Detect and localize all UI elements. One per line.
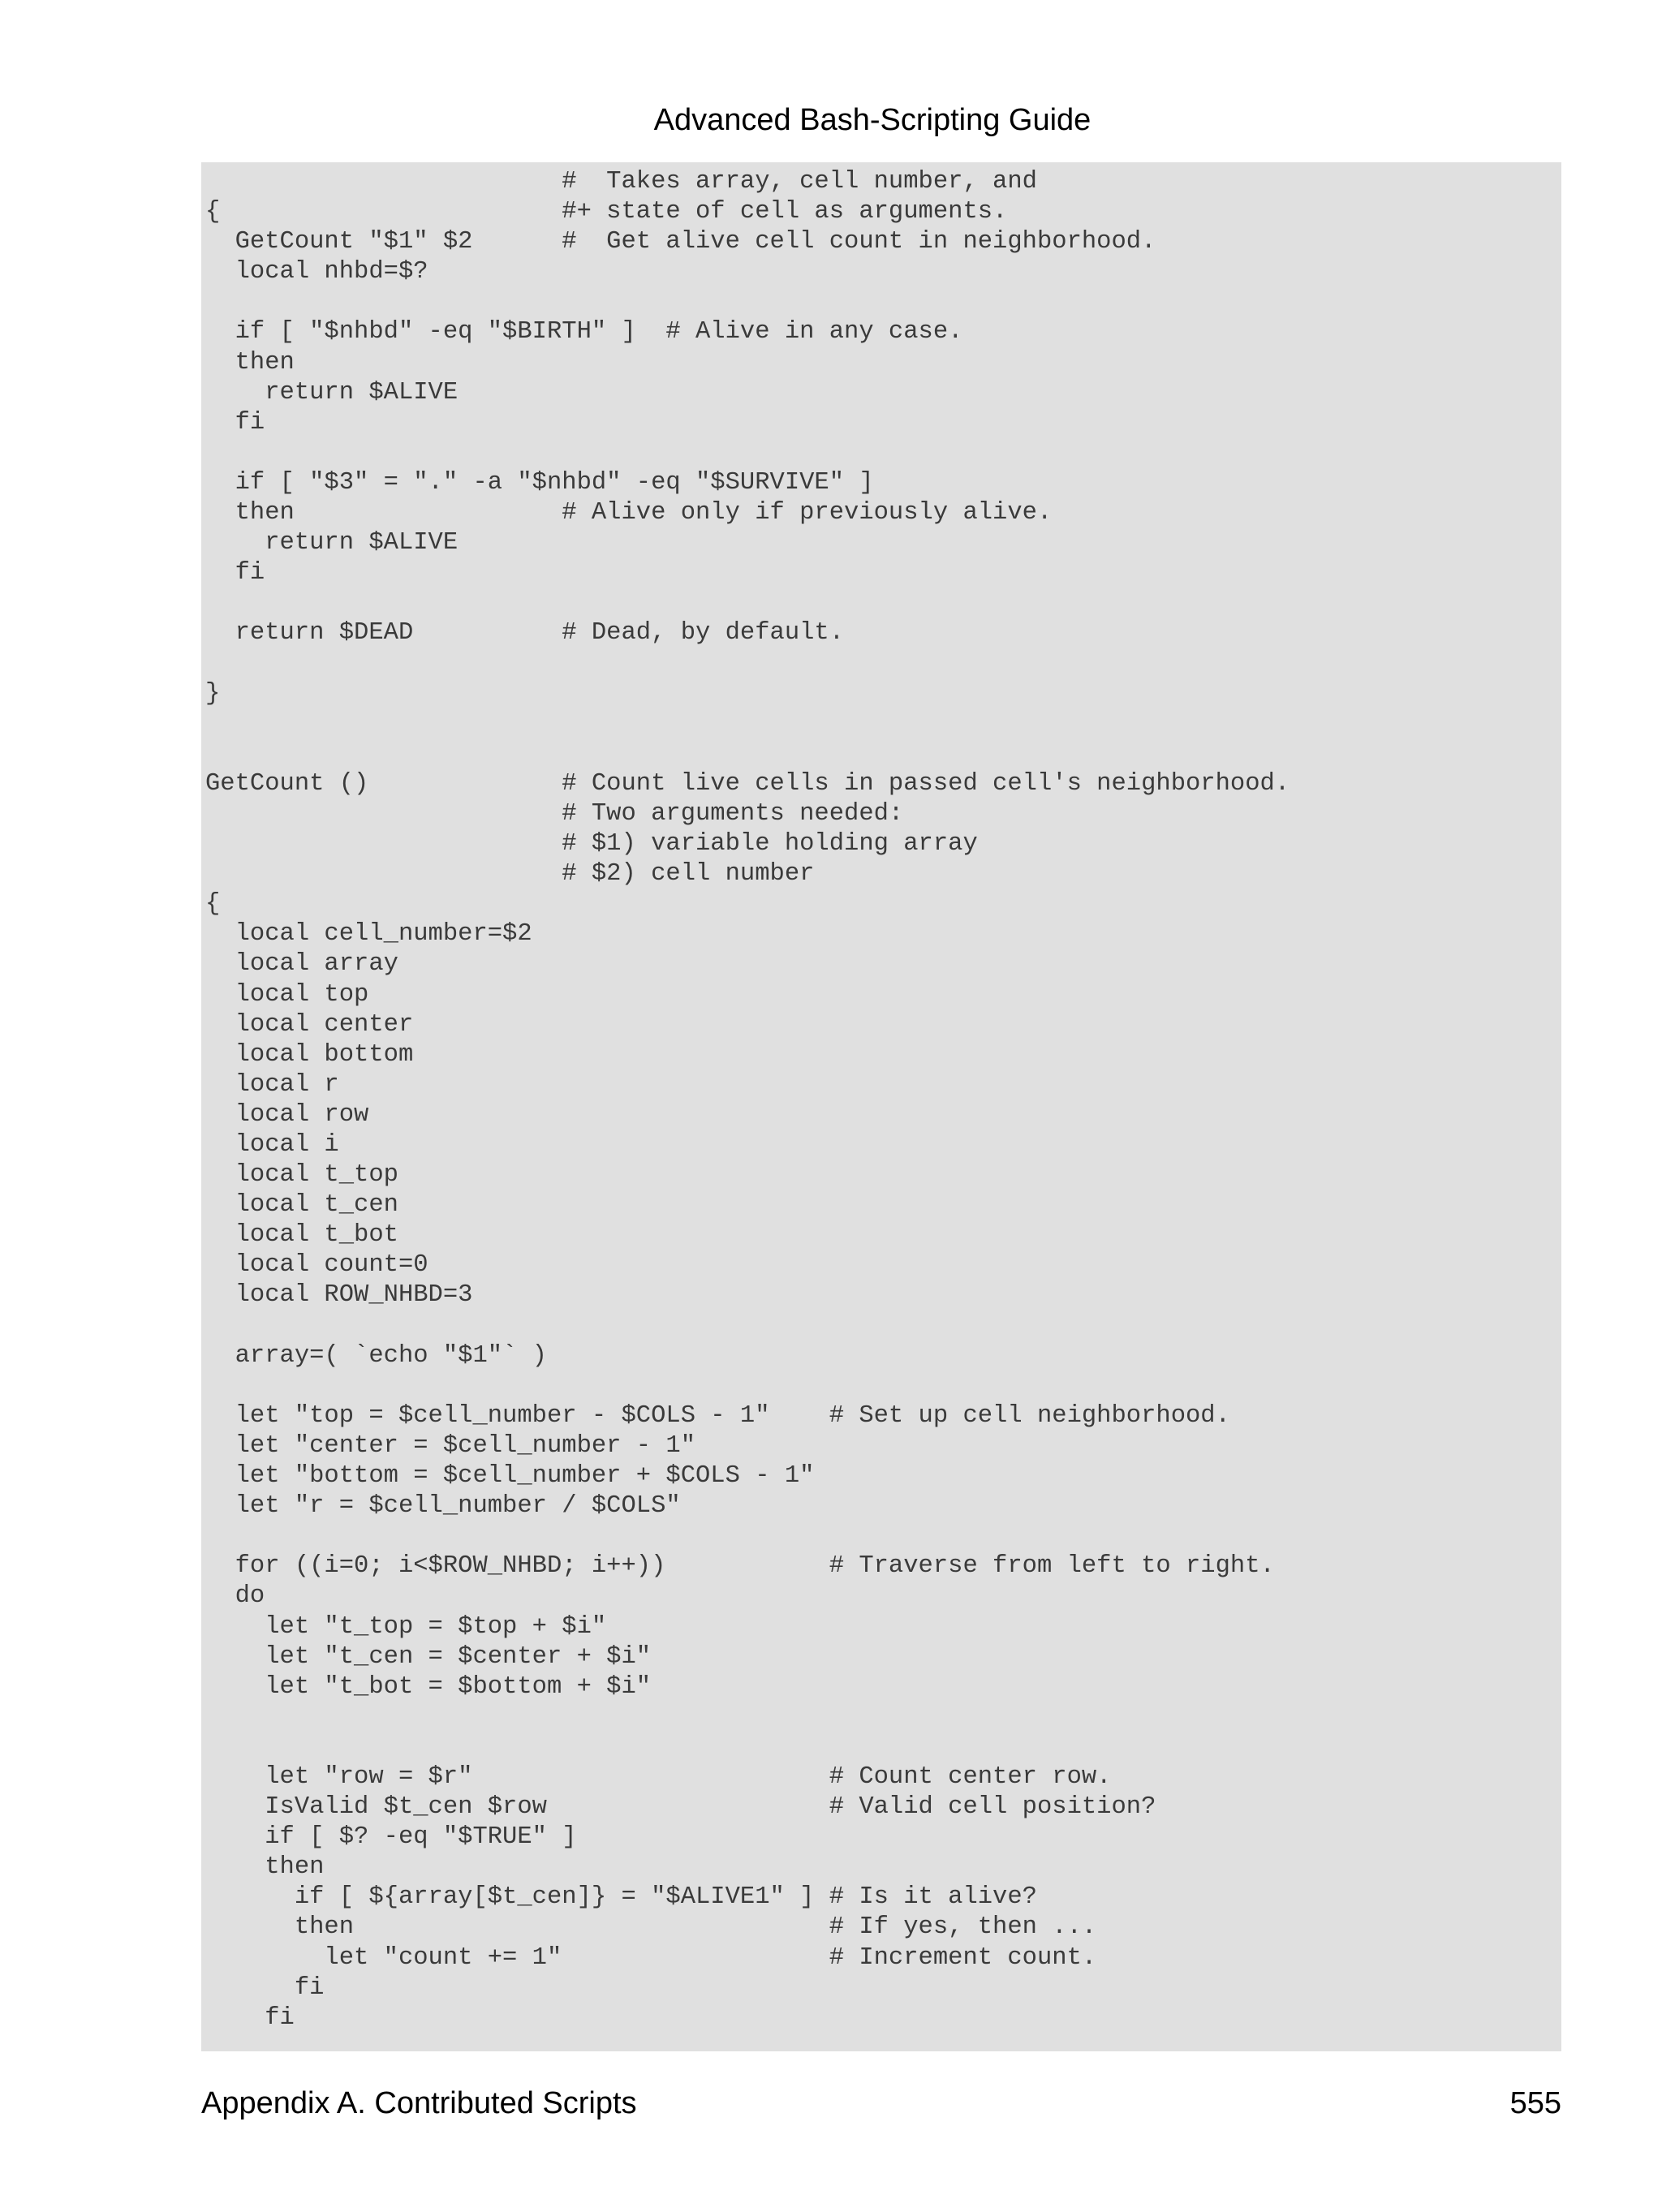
code-line: if [ "$3" = "." -a "$nhbd" -eq "$SURVIVE" ]	[205, 468, 874, 497]
code-line	[205, 1311, 1290, 1341]
code-line: local top	[205, 980, 369, 1009]
code-line: let "r = $cell_number / $COLS"	[205, 1492, 681, 1521]
code-line	[205, 1371, 1290, 1401]
code-line: then	[205, 1853, 325, 1882]
code-line: local array	[205, 950, 398, 979]
page-header: Advanced Bash-Scripting Guide	[653, 103, 1091, 137]
code-line: local count=0	[205, 1251, 428, 1280]
code-line: return $DEAD # Dead, by default.	[205, 619, 845, 648]
code-line: let "t_cen = $center + $i"	[205, 1642, 652, 1671]
code-line: return $ALIVE	[205, 378, 459, 407]
code-line: return $ALIVE	[205, 529, 459, 557]
code-line: # Two arguments needed:	[205, 799, 904, 828]
code-line: then	[205, 348, 295, 377]
code-line: let "center = $cell_number - 1"	[205, 1431, 695, 1460]
code-line: IsValid $t_cen $row # Valid cell position?	[205, 1793, 1156, 1822]
code-line: local ROW_NHBD=3	[205, 1281, 473, 1310]
code-line: fi	[205, 2003, 295, 2032]
code-line: local nhbd=$?	[205, 258, 428, 286]
code-line: if [ $? -eq "$TRUE" ]	[205, 1823, 577, 1852]
code-line	[205, 588, 1290, 618]
code-line: local center	[205, 1010, 414, 1039]
code-line: let "top = $cell_number - $COLS - 1" # Set up cell neighborhood.	[205, 1401, 1230, 1430]
code-line: let "row = $r" # Count center row.	[205, 1762, 1112, 1791]
code-line: let "t_top = $top + $i"	[205, 1612, 607, 1641]
code-line: for ((i=0; i<$ROW_NHBD; i++)) # Traverse from left to right.	[205, 1552, 1275, 1581]
code-line: do	[205, 1582, 265, 1611]
code-line: # Takes array, cell number, and	[205, 168, 1037, 196]
code-line	[205, 739, 1290, 769]
code-line: if [ "$nhbd" -eq "$BIRTH" ] # Alive in any case.	[205, 318, 963, 346]
code-line: local bottom	[205, 1040, 414, 1069]
code-line: local r	[205, 1070, 339, 1099]
code-line: local cell_number=$2	[205, 920, 532, 949]
code-line: local row	[205, 1100, 369, 1129]
code-line: local t_bot	[205, 1221, 398, 1250]
code-line: {	[205, 890, 221, 919]
code-line: array=( `echo "$1"` )	[205, 1341, 547, 1370]
code-line: GetCount "$1" $2 # Get alive cell count in neighborhood.	[205, 228, 1156, 256]
code-line	[205, 1521, 1290, 1551]
code-line	[205, 1732, 1290, 1762]
code-line: then # If yes, then ...	[205, 1913, 1097, 1942]
code-line: # $2) cell number	[205, 860, 815, 889]
code-line: # $1) variable holding array	[205, 830, 978, 859]
code-line: fi	[205, 1973, 325, 2002]
code-line: let "count += 1" # Increment count.	[205, 1943, 1097, 1972]
code-line: then # Alive only if previously alive.	[205, 499, 1053, 527]
code-line: local i	[205, 1131, 339, 1159]
code-line: { #+ state of cell as arguments.	[205, 198, 1008, 226]
code-line	[205, 438, 1290, 468]
code-line	[205, 1702, 1290, 1732]
code-line: GetCount () # Count live cells in passed cell's neighborhood.	[205, 769, 1290, 798]
code-line: if [ ${array[$t_cen]} = "$ALIVE1" ] # Is it alive?	[205, 1883, 1037, 1912]
code-line	[205, 709, 1290, 739]
code-line: fi	[205, 559, 265, 587]
code-line	[205, 287, 1290, 317]
code-line: }	[205, 679, 221, 708]
code-line: local t_top	[205, 1161, 398, 1190]
code-line: let "t_bot = $bottom + $i"	[205, 1672, 652, 1701]
code-line: fi	[205, 408, 265, 437]
code-line	[205, 649, 1290, 679]
code-line: let "bottom = $cell_number + $COLS - 1"	[205, 1462, 815, 1491]
footer-page-number: 555	[1509, 2086, 1561, 2120]
footer-section-title: Appendix A. Contributed Scripts	[201, 2086, 637, 2120]
code-block	[205, 167, 1290, 2033]
code-line: local t_cen	[205, 1191, 398, 1220]
